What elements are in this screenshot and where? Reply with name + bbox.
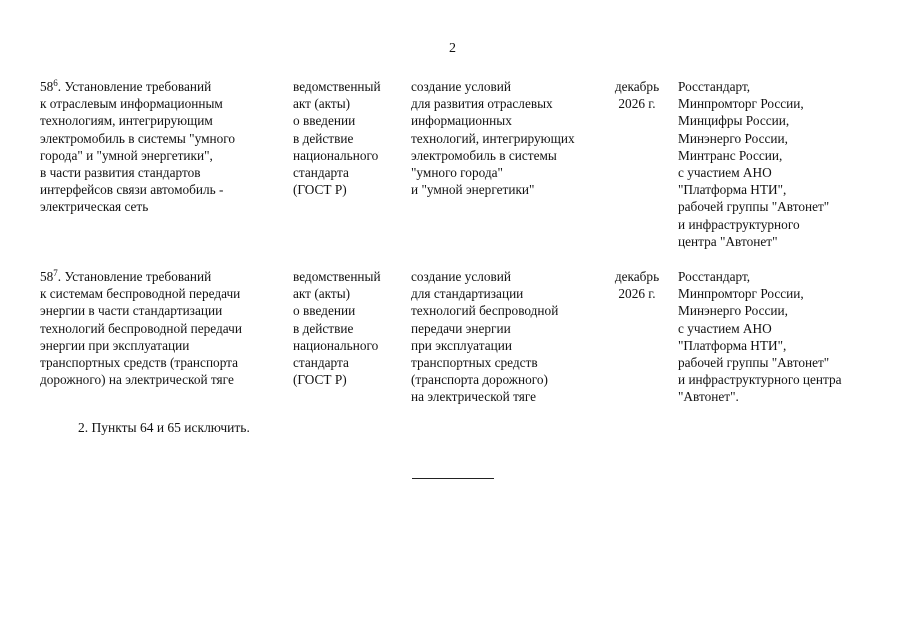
document-type: ведомственный акт (акты) о введении в действие национального стандарта (ГОСТ Р) bbox=[293, 269, 381, 388]
measure-superscript: 6 bbox=[53, 78, 58, 88]
expected-result: создание условий для стандартизации технологий беспроводной передачи энергии при эксплуатации транспортных средств (транспорта дорожного) на электрической тяге bbox=[411, 269, 559, 405]
measure-title bbox=[40, 268, 290, 388]
deadline: декабрь 2026 г. bbox=[614, 79, 660, 112]
measure-text: . Установление требований к системам беспроводной передачи энергии в части стандартизации технологий беспроводной передачи энергии при эксплуатации транспортных средств (транспорта дорожного) на электрической тяге bbox=[40, 269, 242, 388]
measure-number: 58 bbox=[40, 79, 54, 94]
expected-result: создание условий для развития отраслевых информационных технологий, интегрирующих электромобиль в системы "умного города" и "умной энергетики" bbox=[411, 79, 575, 198]
exclusion-note: 2. Пункты 64 и 65 исключить. bbox=[78, 420, 250, 435]
responsible-parties: Росстандарт, Минпромторг России, Минцифры России, Минэнерго России, Минтранс России, с участием АНО "Платформа НТИ", рабочей группы "Автонет" и инфраструктурного центра "Автонет" bbox=[678, 79, 830, 249]
end-separator-line bbox=[412, 478, 494, 479]
deadline: декабрь 2026 г. bbox=[614, 269, 660, 302]
page-number: 2 bbox=[449, 41, 456, 56]
responsible-parties: Росстандарт, Минпромторг России, Минэнерго России, с участием АНО "Платформа НТИ", рабочей группы "Автонет" и инфраструктурного центра "Автонет". bbox=[678, 269, 842, 405]
document-type: ведомственный акт (акты) о введении в действие национального стандарта (ГОСТ Р) bbox=[293, 79, 381, 198]
measure-title bbox=[40, 78, 290, 216]
measure-number: 58 bbox=[40, 269, 54, 284]
measure-superscript: 7 bbox=[53, 268, 58, 278]
measure-text: . Установление требований к отраслевым информационным технологиям, интегрирующим электромобиль в системы "умного города" и "умной энергетики", в части развития стандартов интерфейсов связи автомобиль - электрическая сеть bbox=[40, 79, 236, 215]
